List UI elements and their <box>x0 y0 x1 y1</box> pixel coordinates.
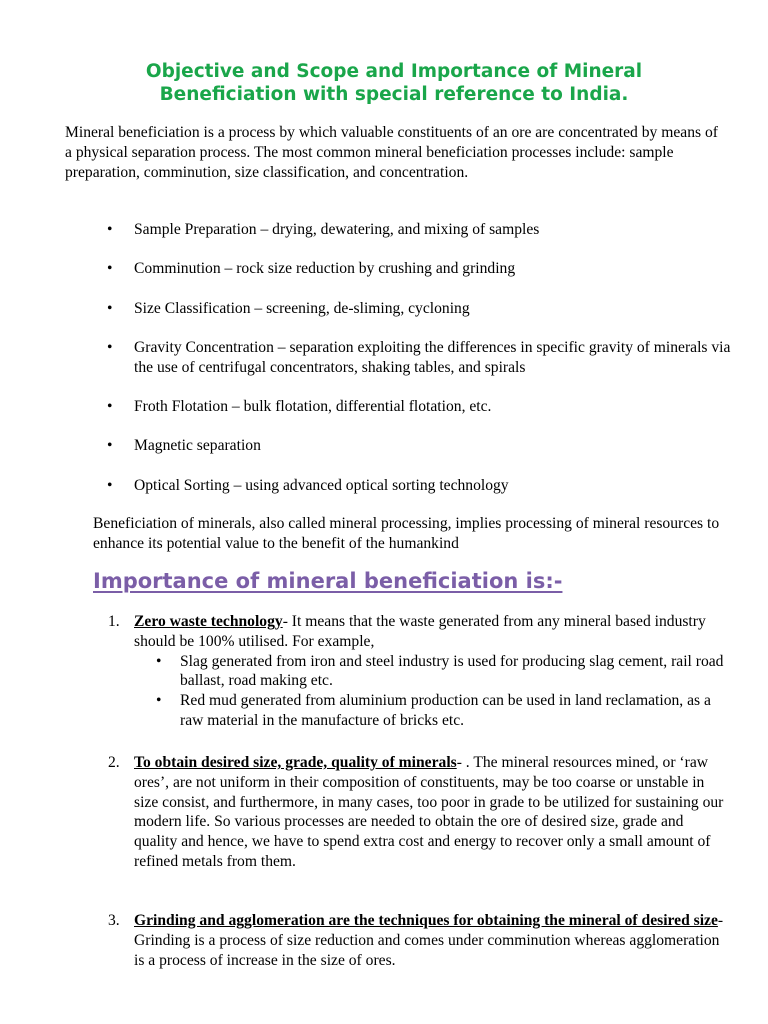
section-heading: Importance of mineral beneficiation is:- <box>93 569 563 593</box>
item-text: - . The mineral resources mined, or ‘raw ores’, are not uniform in their composition of constituents, may be too coarse or unstable in size consist, and furthermore, in many cases, too poor in grade to be utilized for sustaining our modern life. So various processes are needed to obtain the ore of desired size, grade and quality and hence, we have to spend extra cost and energy to recover only a small amount of refined metals from them. <box>134 754 724 870</box>
example-item <box>134 652 728 692</box>
bullet-icon: • <box>107 299 113 317</box>
importance-item-1 <box>108 612 728 731</box>
bullet-text: Size Classification – screening, de-sliming, cycloning <box>134 299 470 317</box>
bullet-icon: • <box>156 692 162 710</box>
example-item <box>134 691 728 731</box>
bullet-icon: • <box>107 397 113 415</box>
item-text: - Grinding is a process of size reduction and comes under comminution whereas agglomeration is a process of increase in the size of ores. <box>134 912 724 969</box>
bullet-text: Gravity Concentration – separation exploiting the differences in specific gravity of minerals via the use of centrifugal concentrators, shaking tables, and spirals <box>134 338 731 376</box>
item-number: 2. <box>108 754 120 771</box>
item-number: 3. <box>108 912 120 929</box>
item-term: To obtain desired size, grade, quality of minerals <box>134 754 457 771</box>
bullet-text: Froth Flotation – bulk flotation, differential flotation, etc. <box>134 397 492 415</box>
bullet-item <box>100 436 740 456</box>
bullet-item <box>100 338 740 378</box>
bullet-icon: • <box>156 652 162 670</box>
item-term: Zero waste technology <box>134 613 283 630</box>
bullet-text: Comminution – rock size reduction by crushing and grinding <box>134 260 516 278</box>
item-text: - It means that the waste generated from any mineral based industry should be 100% utilised. For example, <box>134 613 706 650</box>
bullet-icon: • <box>107 221 113 238</box>
title-line-1: Objective and Scope and Importance of Mineral <box>145 61 643 82</box>
process-bullet-list <box>100 220 740 515</box>
definition-paragraph: Beneficiation of minerals, also called mineral processing, implies processing of mineral resources to enhance its potential value to the benefit of the humankind <box>93 515 720 552</box>
bullet-item <box>100 476 740 496</box>
importance-item-3 <box>108 911 728 970</box>
example-text: Red mud generated from aluminium production can be used in land reclamation, as a raw material in the manufacture of bricks etc. <box>180 692 711 729</box>
bullet-item <box>100 397 740 417</box>
document-title <box>40 60 748 106</box>
importance-item-2 <box>108 753 728 872</box>
item-number: 1. <box>108 613 120 630</box>
example-list <box>134 652 728 731</box>
bullet-icon: • <box>107 338 113 356</box>
bullet-item <box>100 220 740 240</box>
bullet-item <box>100 259 740 279</box>
bullet-text: Sample Preparation – drying, dewatering, and mixing of samples <box>134 221 540 238</box>
item-term: Grinding and agglomeration are the techniques for obtaining the mineral of desired size <box>134 912 718 929</box>
bullet-item <box>100 299 740 319</box>
bullet-text: Optical Sorting – using advanced optical sorting technology <box>134 476 509 494</box>
intro-paragraph: Mineral beneficiation is a process by which valuable constituents of an ore are concentrated by means of a physical separation process. The most common mineral beneficiation processes include: sample preparation, comminution, size classification, and concentration. <box>65 124 718 181</box>
example-text: Slag generated from iron and steel industry is used for producing slag cement, rail road ballast, road making etc. <box>180 652 724 690</box>
bullet-icon: • <box>107 260 113 278</box>
bullet-text: Magnetic separation <box>134 437 261 455</box>
title-line-2: Beneficiation with special reference to India. <box>159 84 629 105</box>
bullet-icon: • <box>107 476 113 494</box>
bullet-icon: • <box>107 437 113 455</box>
